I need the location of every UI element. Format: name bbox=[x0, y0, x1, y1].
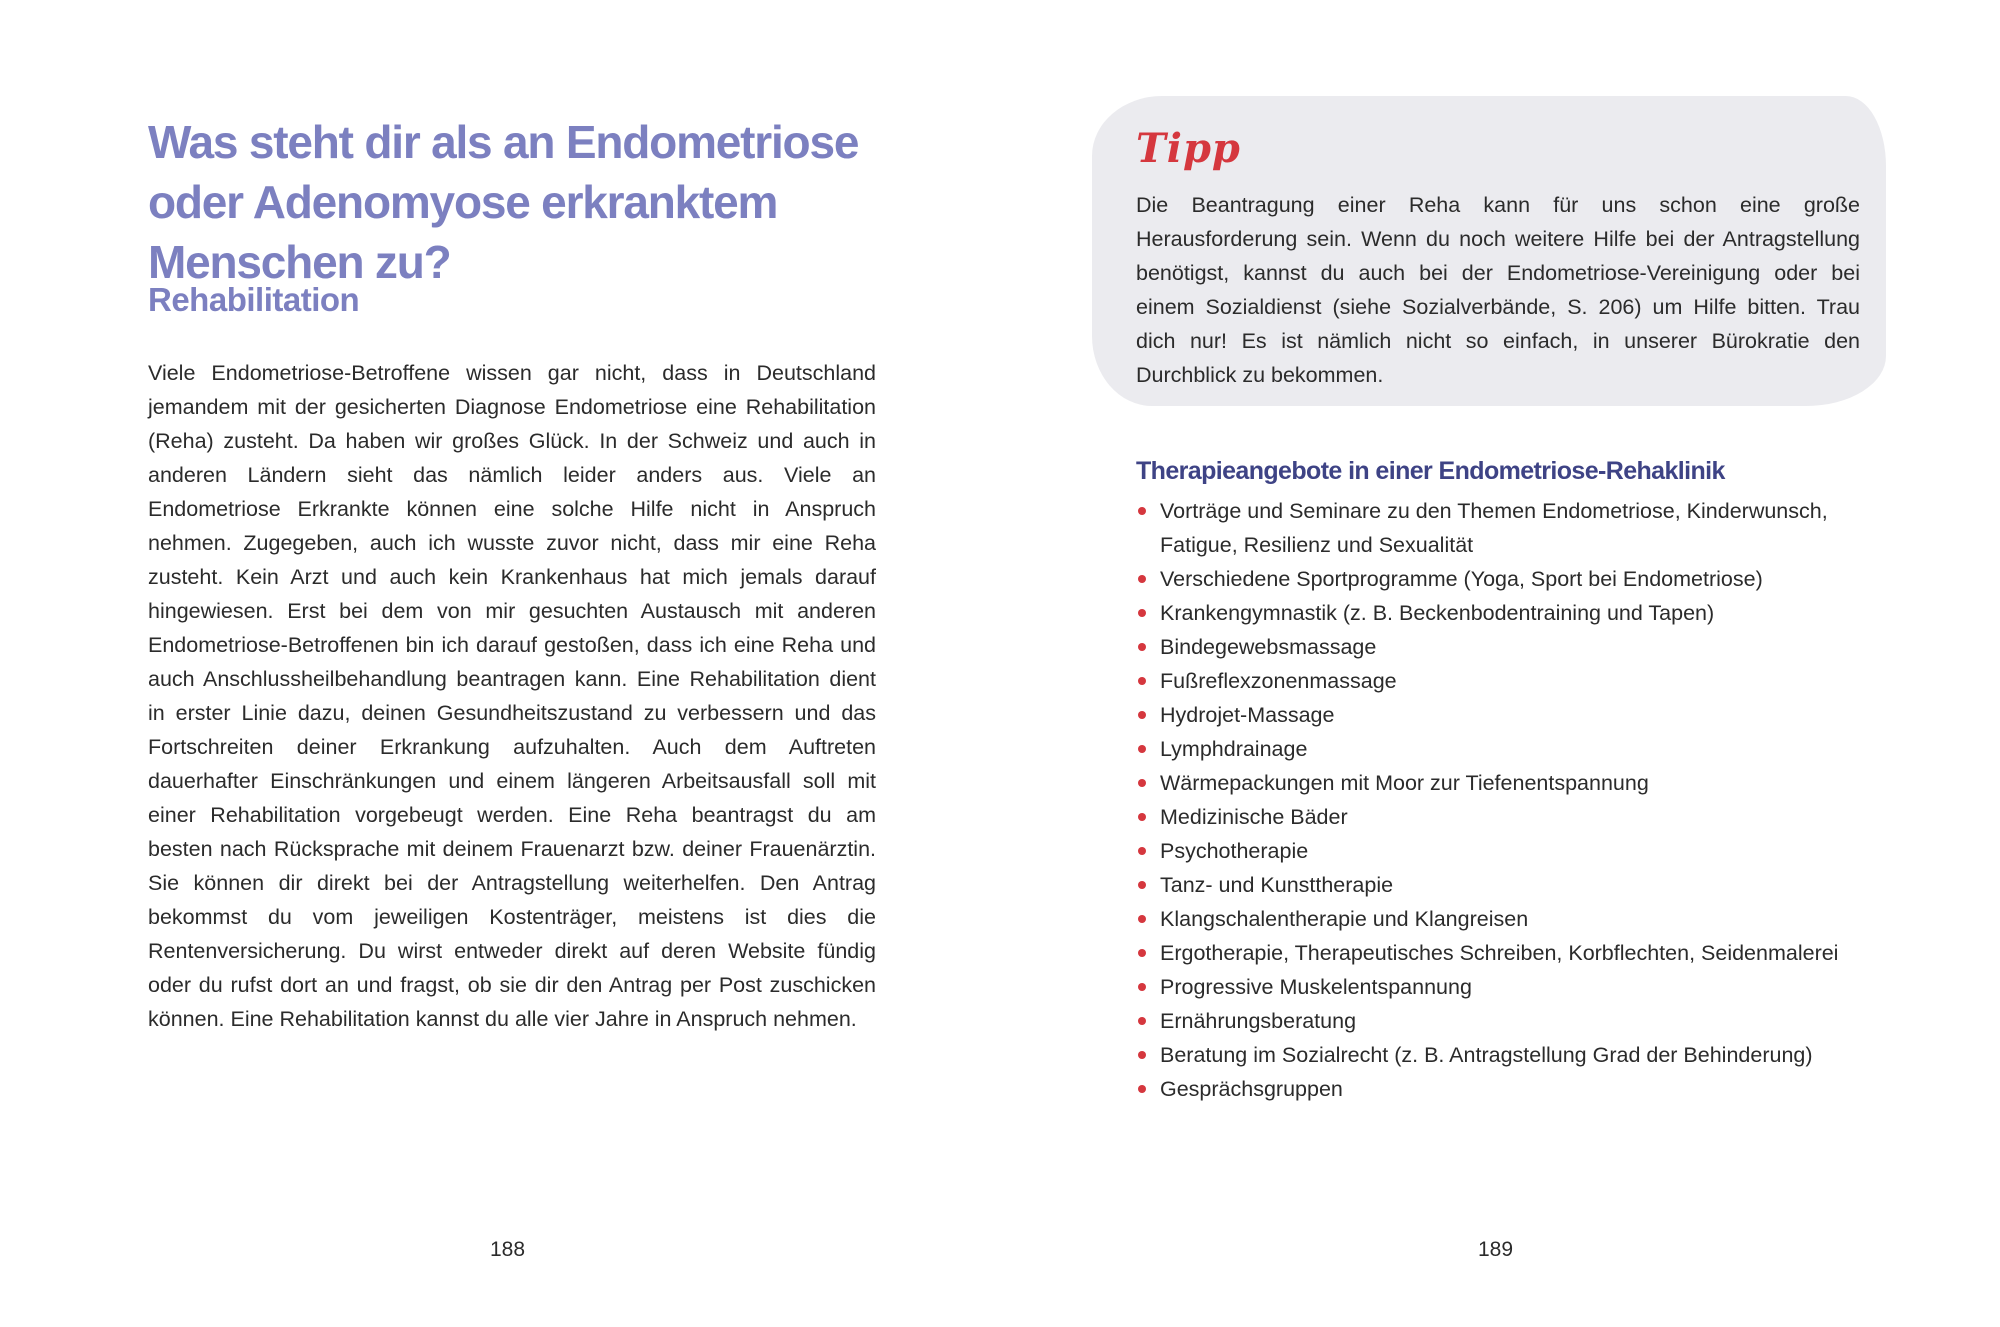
tip-text: Die Beantragung einer Reha kann für uns schon eine große Herausforderung sein. Wenn du noch weitere Hilfe bei der Antragstellung benötigst, kannst du auch bei der Endometriose-Vereinigung oder bei einem Sozialdienst (siehe Sozialverbände, S. 206) um Hilfe bitten. Trau dich nur! Es ist nämlich nicht so einfach, in unserer Bürokratie den Durchblick zu bekommen. bbox=[1136, 193, 1860, 387]
bullet-icon bbox=[1138, 983, 1146, 991]
list-item bbox=[1136, 732, 1876, 766]
list-item-label: Lymphdrainage bbox=[1160, 737, 1308, 761]
list-item bbox=[1136, 630, 1876, 664]
bullet-icon bbox=[1138, 915, 1146, 923]
list-item bbox=[1136, 970, 1876, 1004]
bullet-icon bbox=[1138, 1085, 1146, 1093]
list-item bbox=[1136, 1072, 1876, 1106]
list-item bbox=[1136, 766, 1876, 800]
bullet-icon bbox=[1138, 643, 1146, 651]
bullet-icon bbox=[1138, 677, 1146, 685]
therapy-list bbox=[1136, 494, 1876, 1106]
list-item-label: Bindegewebsmassage bbox=[1160, 635, 1377, 659]
tip-heading: Tipp bbox=[1136, 125, 1241, 172]
list-item-label: Psychotherapie bbox=[1160, 839, 1309, 863]
list-item-label: Fußreflexzonenmassage bbox=[1160, 669, 1397, 693]
bullet-icon bbox=[1138, 745, 1146, 753]
list-item bbox=[1136, 494, 1876, 562]
list-item-label: Krankengymnastik (z. B. Beckenbodentraining und Tapen) bbox=[1160, 601, 1715, 625]
list-item bbox=[1136, 1038, 1876, 1072]
page-number-right: 189 bbox=[1478, 1238, 1514, 1261]
list-item-label: Ergotherapie, Therapeutisches Schreiben, Korbflechten, Seidenmalerei bbox=[1160, 941, 1839, 965]
list-item-label: Gesprächsgruppen bbox=[1160, 1077, 1343, 1101]
list-item-label: Vorträge und Seminare zu den Themen Endometriose, Kinderwunsch, Fatigue, Resilienz und Sexualität bbox=[1160, 499, 1828, 557]
list-item bbox=[1136, 868, 1876, 902]
list-item bbox=[1136, 834, 1876, 868]
list-item bbox=[1136, 902, 1876, 936]
list-item-label: Klangschalentherapie und Klangreisen bbox=[1160, 907, 1529, 931]
list-item-label: Tanz- und Kunsttherapie bbox=[1160, 873, 1394, 897]
bullet-icon bbox=[1138, 1017, 1146, 1025]
list-item-label: Wärmepackungen mit Moor zur Tiefenentspannung bbox=[1160, 771, 1649, 795]
bullet-icon bbox=[1138, 813, 1146, 821]
bullet-icon bbox=[1138, 779, 1146, 787]
bullet-icon bbox=[1138, 1051, 1146, 1059]
bullet-icon bbox=[1138, 949, 1146, 957]
list-item bbox=[1136, 936, 1876, 970]
list-item bbox=[1136, 596, 1876, 630]
list-item-label: Beratung im Sozialrecht (z. B. Antragstellung Grad der Behinderung) bbox=[1160, 1043, 1813, 1067]
section-heading-rehabilitation: Rehabilitation bbox=[148, 281, 360, 318]
list-item-label: Verschiedene Sportprogramme (Yoga, Sport bei Endometriose) bbox=[1160, 567, 1763, 591]
bullet-icon bbox=[1138, 847, 1146, 855]
list-item bbox=[1136, 698, 1876, 732]
list-item bbox=[1136, 664, 1876, 698]
list-item-label: Progressive Muskelentspannung bbox=[1160, 975, 1472, 999]
bullet-icon bbox=[1138, 609, 1146, 617]
therapy-list-heading: Therapieangebote in einer Endometriose-Rehaklinik bbox=[1136, 457, 1725, 485]
list-item bbox=[1136, 562, 1876, 596]
bullet-icon bbox=[1138, 575, 1146, 583]
right-page bbox=[1000, 0, 2000, 1327]
page-number-left: 188 bbox=[490, 1238, 526, 1261]
page-title: Was steht dir als an Endometriose oder Adenomyose erkranktem Menschen zu? bbox=[148, 116, 859, 288]
list-item bbox=[1136, 800, 1876, 834]
list-item-label: Hydrojet-Massage bbox=[1160, 703, 1335, 727]
body-paragraph: Viele Endometriose-Betroffene wissen gar nicht, dass in Deutschland jemandem mit der gesicherten Diagnose Endometriose eine Rehabilitation (Reha) zusteht. Da haben wir großes Glück. In der Schweiz und auch in anderen Ländern sieht das nämlich leider anders aus. Viele an Endometriose Erkrankte können eine solche Hilfe nicht in Anspruch nehmen. Zugegeben, auch ich wusste zuvor nicht, dass mir eine Reha zusteht. Kein Arzt und auch kein Krankenhaus hat mich jemals darauf hingewiesen. Erst bei dem von mir gesuchten Austausch mit anderen Endometriose-Betroffenen bin ich darauf gestoßen, dass ich eine Reha und auch Anschlussheilbehandlung beantragen kann. Eine Rehabilitation dient in erster Linie dazu, deinen Gesundheitszustand zu verbessern und das Fortschreiten deiner Erkrankung aufzuhalten. Auch dem Auftreten dauerhafter Einschränkungen und einem längeren Arbeitsausfall soll mit einer Rehabilitation vorgebeugt werden. Eine Reha beantragst du am besten nach Rücksprache mit deinem Frauenarzt bzw. deiner Frauenärztin. Sie können dir direkt bei der Antragstellung weiterhelfen. Den Antrag bekommst du vom jeweiligen Kostenträger, meistens ist dies die Rentenversicherung. Du wirst entweder direkt auf deren Website fündig oder du rufst dort an und fragst, ob sie dir den Antrag per Post zuschicken können. Eine Rehabilitation kannst du alle vier Jahre in Anspruch nehmen. bbox=[148, 361, 876, 1031]
list-item-label: Ernährungsberatung bbox=[1160, 1009, 1357, 1033]
bullet-icon bbox=[1138, 711, 1146, 719]
list-item bbox=[1136, 1004, 1876, 1038]
list-item-label: Medizinische Bäder bbox=[1160, 805, 1348, 829]
bullet-icon bbox=[1138, 881, 1146, 889]
bullet-icon bbox=[1138, 507, 1146, 515]
